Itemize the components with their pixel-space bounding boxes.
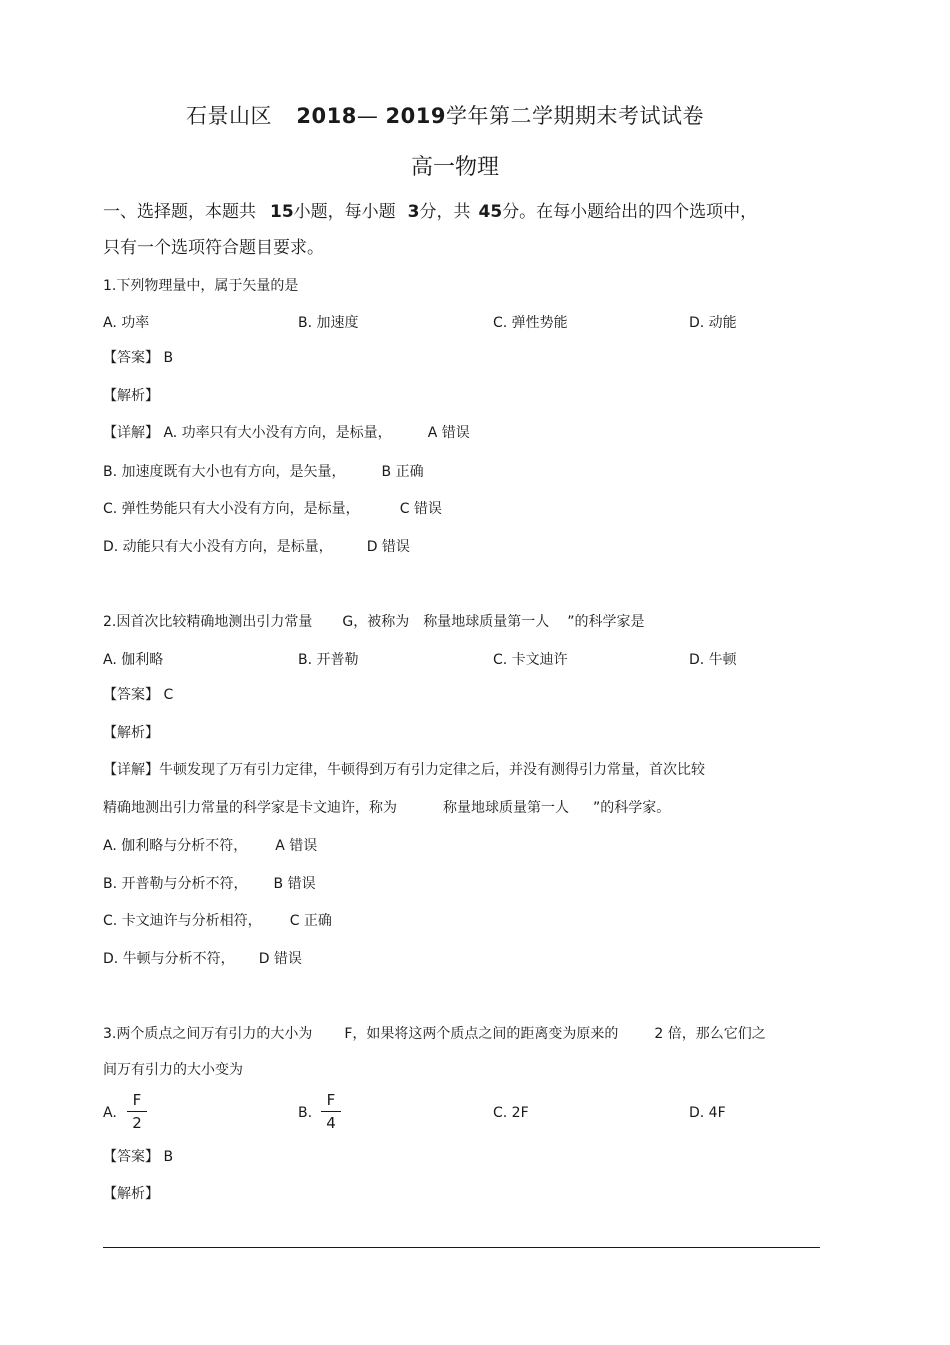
q2-stem [103,611,644,631]
q1-analysis-label: 【解析】 [103,388,159,404]
fraction-bar [321,1111,341,1112]
q3-option-d: D. 4F [689,1105,726,1121]
section-count: 15 [270,202,294,222]
q2-line-c [103,910,332,930]
q1-option-d: D. 动能 [689,315,737,331]
q1-option-a: A. 功率 [103,315,150,331]
q2-stem-d: ”的科学家是 [567,614,645,630]
q1-detail [103,422,470,442]
q2-stem-b: G，被称为 [342,614,410,630]
page-subtitle: 高一物理 [411,155,500,180]
q2-detail-line1: 【详解】牛顿发现了万有引力定律，牛顿得到万有引力定律之后，并没有测得引力常量，首次比较 [103,762,705,778]
title-prefix: 石景山区 [186,104,272,128]
q3-analysis-label: 【解析】 [103,1186,159,1202]
section-total: 45 [478,202,503,222]
q2-stem-a: 2.因首次比较精确地测出引力常量 [103,614,313,630]
q2-line-c-verdict: C 正确 [289,913,332,929]
section-text-b: 小题，每小题 [293,202,396,222]
q1-line-c [103,498,442,518]
section-text-d: 分。在每小题给出的四个选项中， [502,202,758,222]
q3-option-b-denominator: 4 [326,1114,336,1132]
q2-line-d-text: D. 牛顿与分析不符， [103,951,235,967]
q1-stem: 1.下列物理量中，属于矢量的是 [103,278,299,294]
q2-analysis-label: 【解析】 [103,725,159,741]
q1-line-b-verdict: B 正确 [381,464,424,480]
section-heading-line2: 只有一个选项符合题目要求。 [103,238,324,258]
q3-option-a-label: A. [103,1105,117,1121]
q2-detail2-c: ”的科学家。 [593,800,671,816]
q2-stem-c: 称量地球质量第一人 [423,614,550,630]
q1-line-c-text: C. 弹性势能只有大小没有方向，是标量， [103,501,360,517]
q1-line-d-verdict: D 错误 [366,539,410,555]
fraction-bar [127,1111,147,1112]
title-year-start: 2018 [296,104,357,128]
q2-line-b-verdict: B 错误 [273,876,316,892]
q2-option-d: D. 牛顿 [689,652,737,668]
q3-option-b-label: B. [298,1105,313,1121]
q2-option-a: A. 伽利略 [103,652,164,668]
q3-stem-b: F，如果将这两个质点之间的距离变为原来的 [344,1026,619,1042]
section-text-a: 一、选择题，本题共 [103,202,256,222]
q2-line-a-text: A. 伽利略与分析不符， [103,838,248,854]
q2-option-c: C. 卡文迪许 [493,652,568,668]
q2-line-d-verdict: D 错误 [258,951,302,967]
q2-detail2-b: 称量地球质量第一人 [443,800,569,816]
q2-line-d [103,948,302,968]
q3-stem-line2: 间万有引力的大小变为 [103,1062,243,1078]
q2-detail2-a: 精确地测出引力常量的科学家是卡文迪许，称为 [103,800,397,816]
q1-answer: 【答案】 B [103,350,174,366]
page-title [186,100,704,130]
q2-line-c-text: C. 卡文迪许与分析相符， [103,913,262,929]
title-dash: — [356,104,379,128]
q2-answer: 【答案】 C [103,687,174,703]
section-points: 3 [407,202,420,222]
title-suffix: 学年第二学期期末考试试卷 [445,104,704,128]
q3-stem-a: 3.两个质点之间万有引力的大小为 [103,1026,313,1042]
q2-detail-line2 [103,797,670,817]
q3-option-b-fraction [321,1090,341,1133]
q2-line-a-verdict: A 错误 [275,838,318,854]
q2-line-b-text: B. 开普勒与分析不符， [103,876,248,892]
q2-option-b: B. 开普勒 [298,652,359,668]
q3-option-a-denominator: 2 [132,1114,142,1132]
q3-option-a-numerator: F [132,1091,142,1109]
section-heading-line1 [103,197,757,222]
q1-line-c-verdict: C 错误 [399,501,442,517]
q1-line-b [103,461,424,481]
q1-detail-verdict: A 错误 [427,425,470,441]
q2-line-b [103,873,316,893]
q1-option-b: B. 加速度 [298,315,359,331]
q3-option-a-fraction [127,1090,147,1133]
title-year-end: 2019 [385,104,446,128]
q2-line-a [103,835,317,855]
section-text-c: 分，共 [419,202,471,222]
q1-line-d-text: D. 动能只有大小没有方向，是标量， [103,539,333,555]
q3-option-b-numerator: F [326,1091,336,1109]
q3-answer: 【答案】 B [103,1149,174,1165]
q1-line-b-text: B. 加速度既有大小也有方向，是矢量， [103,464,346,480]
q1-option-c: C. 弹性势能 [493,315,568,331]
q1-line-d [103,536,410,556]
q1-detail-text: 【详解】 A. 功率只有大小没有方向，是标量， [103,425,392,441]
q3-option-c: C. 2F [493,1105,529,1121]
q3-stem-c: 2 倍，那么它们之 [654,1026,766,1042]
q3-stem-line1 [103,1023,766,1043]
footer-divider [103,1247,820,1248]
